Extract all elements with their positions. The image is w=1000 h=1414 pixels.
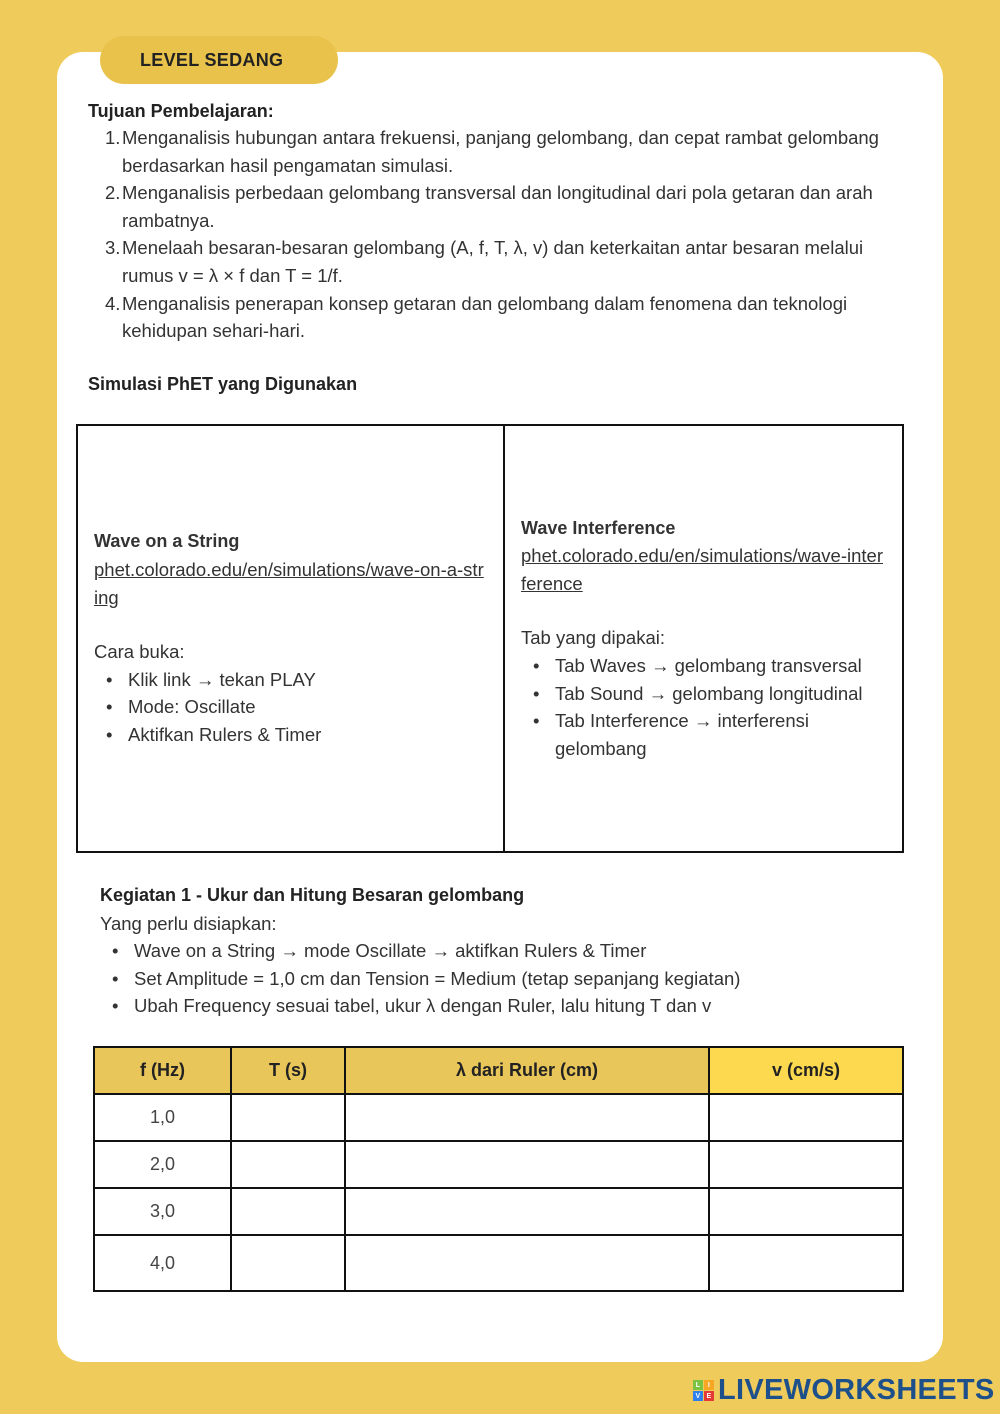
header-wavelength: λ dari Ruler (cm)	[345, 1047, 709, 1094]
activity-title: Kegiatan 1 - Ukur dan Hitung Besaran gelombang	[100, 885, 525, 905]
frequency-cell: 1,0	[94, 1094, 231, 1141]
objective-item: 2. Menganalisis perbedaan gelombang transversal dan longitudinal dari pola getaran dan arah rambatnya.	[105, 182, 873, 231]
frequency-cell: 4,0	[94, 1235, 231, 1291]
list-item: • Klik link → tekan PLAY	[94, 666, 487, 694]
list-item: • Tab Waves → gelombang transversal	[521, 652, 886, 680]
table-row	[94, 1235, 903, 1291]
wavelength-input[interactable]	[345, 1094, 709, 1141]
wavelength-input[interactable]	[345, 1188, 709, 1235]
sim-label: Tab yang dipakai:	[521, 627, 665, 649]
frequency-cell: 2,0	[94, 1141, 231, 1188]
period-input[interactable]	[231, 1141, 345, 1188]
data-table	[93, 1046, 904, 1292]
velocity-input[interactable]	[709, 1094, 903, 1141]
header-period: T (s)	[231, 1047, 345, 1094]
objectives-section	[88, 101, 898, 345]
sim-link[interactable]: phet.colorado.edu/en/simulations/wave-interference	[521, 545, 883, 594]
period-input[interactable]	[231, 1235, 345, 1291]
period-input[interactable]	[231, 1188, 345, 1235]
table-row	[94, 1094, 903, 1141]
objectives-title: Tujuan Pembelajaran:	[88, 101, 274, 121]
velocity-input[interactable]	[709, 1141, 903, 1188]
velocity-input[interactable]	[709, 1235, 903, 1291]
level-badge: LEVEL SEDANG	[100, 36, 338, 84]
simulation-title: Simulasi PhET yang Digunakan	[88, 374, 358, 394]
objective-item: 3. Menelaah besaran-besaran gelombang (A, f, T, λ, v) dan keterkaitan antar besaran melalui rumus v = λ × f dan T = 1/f.	[105, 237, 864, 286]
header-velocity: v (cm/s)	[709, 1047, 903, 1094]
sim-name: Wave Interference	[521, 517, 676, 538]
logo-text: LIVEWORKSHEETS	[718, 1374, 995, 1406]
list-item: • Aktifkan Rulers & Timer	[94, 721, 487, 749]
period-input[interactable]	[231, 1094, 345, 1141]
liveworksheets-logo[interactable]	[693, 1374, 995, 1407]
objective-item: 4. Menganalisis penerapan konsep getaran dan gelombang dalam fenomena dan teknologi kehidupan sehari-hari.	[105, 292, 848, 342]
frequency-cell: 3,0	[94, 1188, 231, 1235]
header-frequency: f (Hz)	[94, 1047, 231, 1094]
wavelength-input[interactable]	[345, 1141, 709, 1188]
objective-item: 1. Menganalisis hubungan antara frekuensi, panjang gelombang, dan cepat rambat gelombang berdasarkan hasil pengamatan simulasi.	[105, 127, 879, 176]
simulation-table	[76, 424, 904, 853]
sim-name: Wave on a String	[94, 531, 240, 552]
wavelength-input[interactable]	[345, 1235, 709, 1291]
list-item: • Tab Sound → gelombang longitudinal	[521, 680, 886, 708]
sim-wave-interference	[505, 426, 902, 851]
logo-icon: L I V E	[693, 1380, 714, 1401]
activity-label: Yang perlu disiapkan:	[100, 912, 277, 934]
velocity-input[interactable]	[709, 1188, 903, 1235]
list-item: • Set Amplitude = 1,0 cm dan Tension = Medium (tetap sepanjang kegiatan)	[100, 965, 900, 993]
activity-section	[100, 882, 900, 1020]
list-item: • Wave on a String → mode Oscillate → aktifkan Rulers & Timer	[100, 937, 900, 965]
sim-wave-on-string	[78, 426, 505, 851]
list-item: • Tab Interference → interferensi gelombang	[521, 707, 886, 762]
list-item: • Mode: Oscillate	[94, 693, 487, 721]
list-item: • Ubah Frequency sesuai tabel, ukur λ dengan Ruler, lalu hitung T dan v	[100, 992, 900, 1020]
table-row	[94, 1141, 903, 1188]
table-row	[94, 1188, 903, 1235]
sim-label: Cara buka:	[94, 641, 185, 663]
sim-link[interactable]: phet.colorado.edu/en/simulations/wave-on-a-string	[94, 559, 484, 608]
